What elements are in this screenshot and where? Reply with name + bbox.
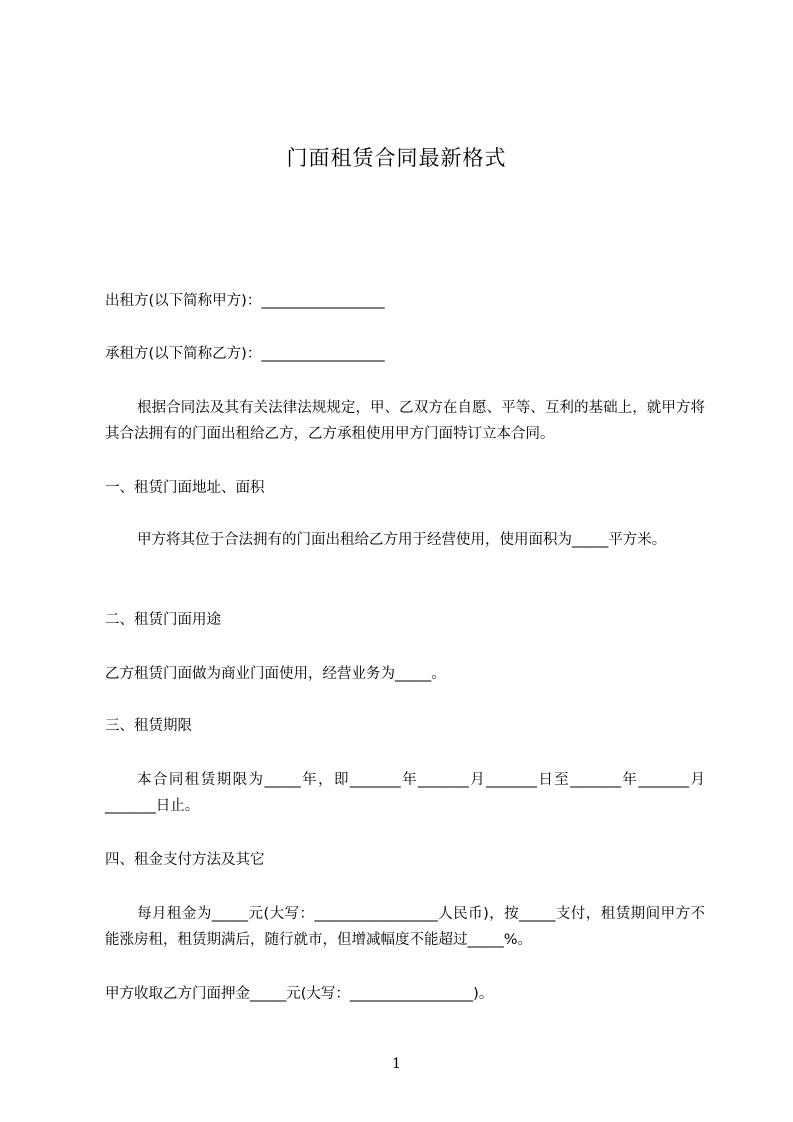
deposit-line: 甲方收取乙方门面押金_____元(大写：_________________)。 bbox=[105, 986, 494, 1002]
section-heading-4: 四、租金支付方法及其它 bbox=[105, 852, 265, 868]
section-text-1: 甲方将其位于合法拥有的门面出租给乙方用于经营使用，使用面积为_____平方米。 bbox=[137, 532, 667, 548]
section-heading-3: 三、租赁期限 bbox=[105, 718, 192, 734]
section-heading-1: 一、租赁门面地址、面积 bbox=[105, 480, 265, 496]
section-text-4: 每月租金为_____元(大写：_________________人民币)，按_____支付，租赁期间甲方不能涨房租，租赁期满后，随行就市，但增减幅度不能超过_____%。 bbox=[105, 906, 705, 948]
page-number: 1 bbox=[392, 1056, 401, 1072]
document-title: 门面租赁合同最新格式 bbox=[286, 146, 507, 170]
section-text-2: 乙方租赁门面做为商业门面使用，经营业务为_____。 bbox=[105, 666, 446, 682]
intro-paragraph: 根据合同法及其有关法律法规规定，甲、乙双方在自愿、平等、互利的基础上，就甲方将其合法拥有的门面出租给乙方，乙方承租使用甲方门面特订立本合同。 bbox=[105, 400, 705, 442]
lessee-line: 承租方(以下简称乙方)：_________________ bbox=[105, 346, 385, 362]
section-text-3: 本合同租赁期限为_____年，即_______年_______月_______日至_______年_______月_______日止。 bbox=[105, 772, 705, 814]
lessor-line: 出租方(以下简称甲方)：_________________ bbox=[105, 293, 385, 309]
section-heading-2: 二、租赁门面用途 bbox=[105, 612, 221, 628]
